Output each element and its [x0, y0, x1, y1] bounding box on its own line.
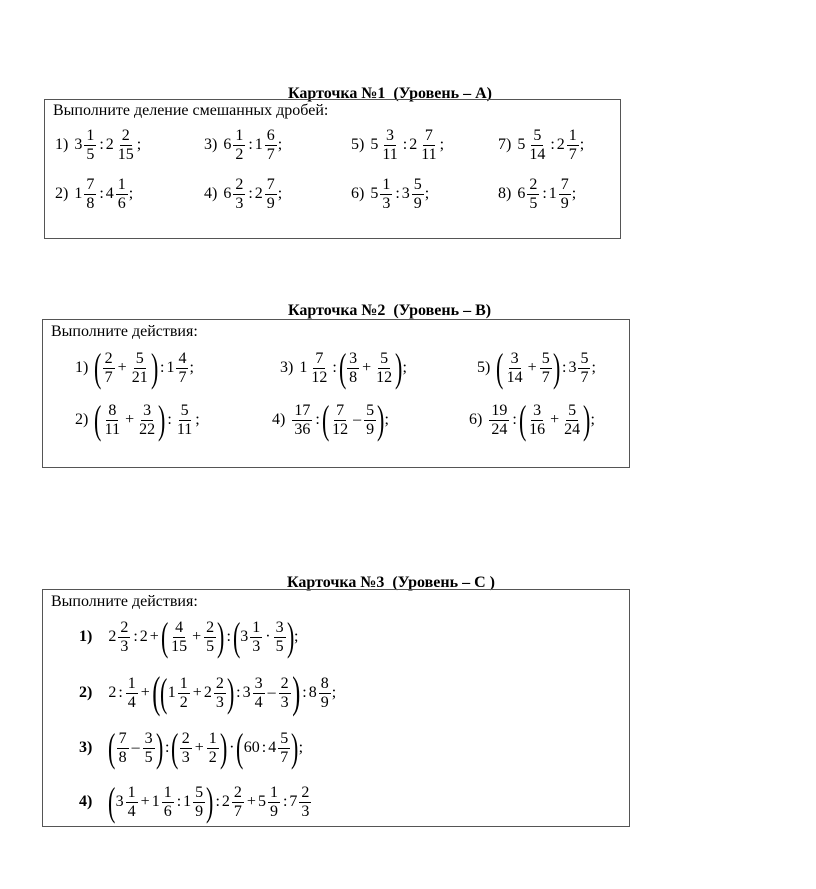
card-2-exercise-1: 1) ( $\frac{2}{7}$ + $\frac{5}{21}$ ) : 1 $\frac{4}{7}$ ; — [75, 345, 194, 390]
numerator: 2 — [529, 175, 538, 193]
card-3-exercise-2: 2) 2 : $\frac{1}{4}$ + ( ( 1 $\frac{1}{2}$ + 2 $\frac{2}{3}$ ) : 3 $\frac{3}{4}$ – $\frac{2}{3}$ ) : 8 $\frac{8}{9}$ ; — [79, 668, 337, 717]
numerator: 7 — [560, 175, 569, 193]
mixed-number — [74, 176, 97, 213]
semicolon: ; — [439, 136, 445, 153]
whole-part: 1 — [254, 136, 263, 153]
mixed-number — [370, 127, 400, 164]
mixed-number — [255, 176, 278, 213]
mixed-number — [223, 176, 246, 213]
mixed-number — [517, 176, 540, 213]
numerator: 6 — [266, 126, 275, 144]
denominator: 9 — [413, 194, 422, 212]
fraction — [233, 127, 245, 164]
denominator: 3 — [382, 194, 391, 212]
mixed-number — [409, 127, 439, 164]
card-3-title: Карточка №3 (Уровень – С ) — [287, 574, 495, 591]
exercise-label: 1) — [79, 628, 93, 645]
whole-part: 5 — [517, 136, 526, 153]
card-1-exercise — [351, 164, 429, 224]
whole-part: 5 — [370, 185, 379, 202]
exercise-label: 3) — [280, 359, 294, 376]
exercise-label: 2) — [75, 411, 89, 428]
card-2-exercise-6: 6) $\frac{19}{24}$ : ( $\frac{3}{16}$ + $\frac{5}{24}$ ) ; — [469, 397, 595, 442]
mixed-number — [106, 127, 137, 164]
card-1 — [44, 99, 621, 239]
numerator: 1 — [382, 175, 391, 193]
numerator: 5 — [533, 126, 542, 144]
semicolon: ; — [277, 136, 283, 153]
denominator: 9 — [266, 194, 275, 212]
fraction — [265, 176, 277, 213]
denominator: 7 — [266, 145, 275, 163]
denominator: 7 — [568, 145, 577, 163]
exercise-label: 3) — [204, 136, 218, 153]
denominator: 2 — [235, 145, 244, 163]
card-2 — [42, 319, 630, 468]
numerator: 7 — [86, 175, 95, 193]
fraction — [419, 127, 438, 164]
semicolon: ; — [579, 136, 585, 153]
divide-sign: : — [248, 185, 253, 202]
denominator: 5 — [529, 194, 538, 212]
fraction — [567, 127, 579, 164]
semicolon: ; — [571, 185, 577, 202]
fraction — [527, 127, 547, 164]
card-1-exercise — [498, 164, 576, 224]
fraction — [233, 176, 245, 213]
mixed-number — [557, 127, 580, 164]
whole-part: 2 — [556, 136, 565, 153]
whole-part: 1 — [74, 185, 83, 202]
divide-sign: : — [248, 136, 253, 153]
exercise-label: 3) — [79, 739, 93, 756]
numerator: 2 — [121, 126, 130, 144]
whole-part: 1 — [548, 185, 557, 202]
card-1-exercise — [55, 164, 133, 224]
denominator: 3 — [235, 194, 244, 212]
fraction — [116, 176, 128, 213]
numerator: 1 — [235, 126, 244, 144]
divide-sign: : — [550, 136, 555, 153]
divide-sign: : — [99, 185, 104, 202]
denominator: 9 — [560, 194, 569, 212]
exercise-label: 4) — [79, 793, 93, 810]
whole-part: 5 — [370, 136, 379, 153]
denominator: 6 — [117, 194, 126, 212]
semicolon: ; — [424, 185, 430, 202]
exercise-label: 5) — [351, 136, 365, 153]
whole-part: 2 — [105, 136, 114, 153]
card-1-exercise — [204, 164, 282, 224]
card-2-exercise-2: 2) ( $\frac{8}{11}$ + $\frac{3}{22}$ ) : $\frac{5}{11}$ ; — [75, 397, 200, 442]
numerator: 7 — [266, 175, 275, 193]
semicolon: ; — [136, 136, 142, 153]
fraction — [380, 127, 399, 164]
mixed-number — [255, 127, 278, 164]
exercise-label: 8) — [498, 185, 512, 202]
whole-part: 6 — [223, 136, 232, 153]
mixed-number — [106, 176, 129, 213]
exercise-label: 4) — [204, 185, 218, 202]
denominator: 5 — [86, 145, 95, 163]
denominator: 11 — [382, 145, 398, 163]
card-3-exercise-3: 3) ( $\frac{7}{8}$ – $\frac{3}{5}$ ) : ( $\frac{2}{3}$ + $\frac{1}{2}$ ) · ( 60 : 4 $\frac{5}{7}$ ) ; — [79, 725, 304, 770]
fraction — [84, 176, 96, 213]
card-3-exercise-4: 4) ( 3 $\frac{1}{4}$ + 1 $\frac{1}{6}$ : 1 $\frac{5}{9}$ ) : 2 $\frac{2}{7}$ + 5 $\frac{1}{9}$ : 7 $\frac{2}{3}$ — [79, 779, 310, 824]
card-1-title: Карточка №1 (Уровень – А) — [288, 85, 492, 102]
denominator: 8 — [86, 194, 95, 212]
mixed-number — [517, 127, 548, 164]
divide-sign: : — [402, 136, 408, 153]
fraction — [527, 176, 539, 213]
fraction — [559, 176, 571, 213]
whole-part: 2 — [409, 136, 418, 153]
numerator: 2 — [235, 175, 244, 193]
numerator: 5 — [413, 175, 422, 193]
card-3-exercise-1: 1) 2 $\frac{2}{3}$ : 2 + ( $\frac{4}{15}$ + $\frac{2}{5}$ ) : ( 3 $\frac{1}{3}$ · $\frac{3}{5}$ ) ; — [79, 614, 299, 659]
numerator: 1 — [86, 126, 95, 144]
exercise-label: 7) — [498, 136, 512, 153]
whole-part: 6 — [223, 185, 232, 202]
numerator: 1 — [568, 126, 577, 144]
mixed-number — [549, 176, 572, 213]
whole-part: 3 — [401, 185, 410, 202]
whole-part: 2 — [254, 185, 263, 202]
numerator: 3 — [386, 126, 395, 144]
denominator: 11 — [421, 145, 437, 163]
numerator: 1 — [117, 175, 126, 193]
divide-sign: : — [542, 185, 547, 202]
card-2-exercise-5: 5) ( $\frac{3}{14}$ + $\frac{5}{7}$ ) : 3 $\frac{5}{7}$ ; — [477, 345, 596, 390]
card-3-instruction: Выполните действия: — [51, 593, 198, 610]
numerator: 7 — [424, 126, 433, 144]
exercise-label: 4) — [272, 411, 286, 428]
mixed-number — [223, 127, 246, 164]
card-2-exercise-3: 3) 1 $\frac{7}{12}$ : ( $\frac{3}{8}$ + $\frac{5}{12}$ ) ; — [280, 345, 407, 390]
divide-sign: : — [99, 136, 104, 153]
card-1-instruction: Выполните деление смешанных дробей: — [53, 102, 329, 119]
card-2-instruction: Выполните действия: — [51, 323, 198, 340]
card-3 — [42, 589, 630, 827]
exercise-label: 1) — [55, 136, 69, 153]
exercise-label: 6) — [351, 185, 365, 202]
mixed-number — [74, 127, 97, 164]
exercise-label: 6) — [469, 411, 483, 428]
fraction — [116, 127, 136, 164]
card-2-exercise-4: 4) $\frac{17}{36}$ : ( $\frac{7}{12}$ – $\frac{5}{9}$ ) ; — [272, 397, 389, 442]
card-2-title: Карточка №2 (Уровень – В) — [288, 302, 492, 319]
denominator: 14 — [529, 145, 546, 163]
whole-part: 6 — [517, 185, 526, 202]
exercise-label: 2) — [55, 185, 69, 202]
fraction — [265, 127, 277, 164]
fraction — [84, 127, 96, 164]
exercise-label: 1) — [75, 359, 89, 376]
mixed-number — [402, 176, 425, 213]
denominator: 15 — [117, 145, 134, 163]
mixed-number — [370, 176, 393, 213]
exercise-label: 5) — [477, 359, 491, 376]
fraction — [380, 176, 392, 213]
whole-part: 4 — [105, 185, 114, 202]
semicolon: ; — [128, 185, 134, 202]
divide-sign: : — [395, 185, 400, 202]
exercise-label: 2) — [79, 684, 93, 701]
whole-part: 3 — [74, 136, 83, 153]
fraction — [412, 176, 424, 213]
semicolon: ; — [277, 185, 283, 202]
